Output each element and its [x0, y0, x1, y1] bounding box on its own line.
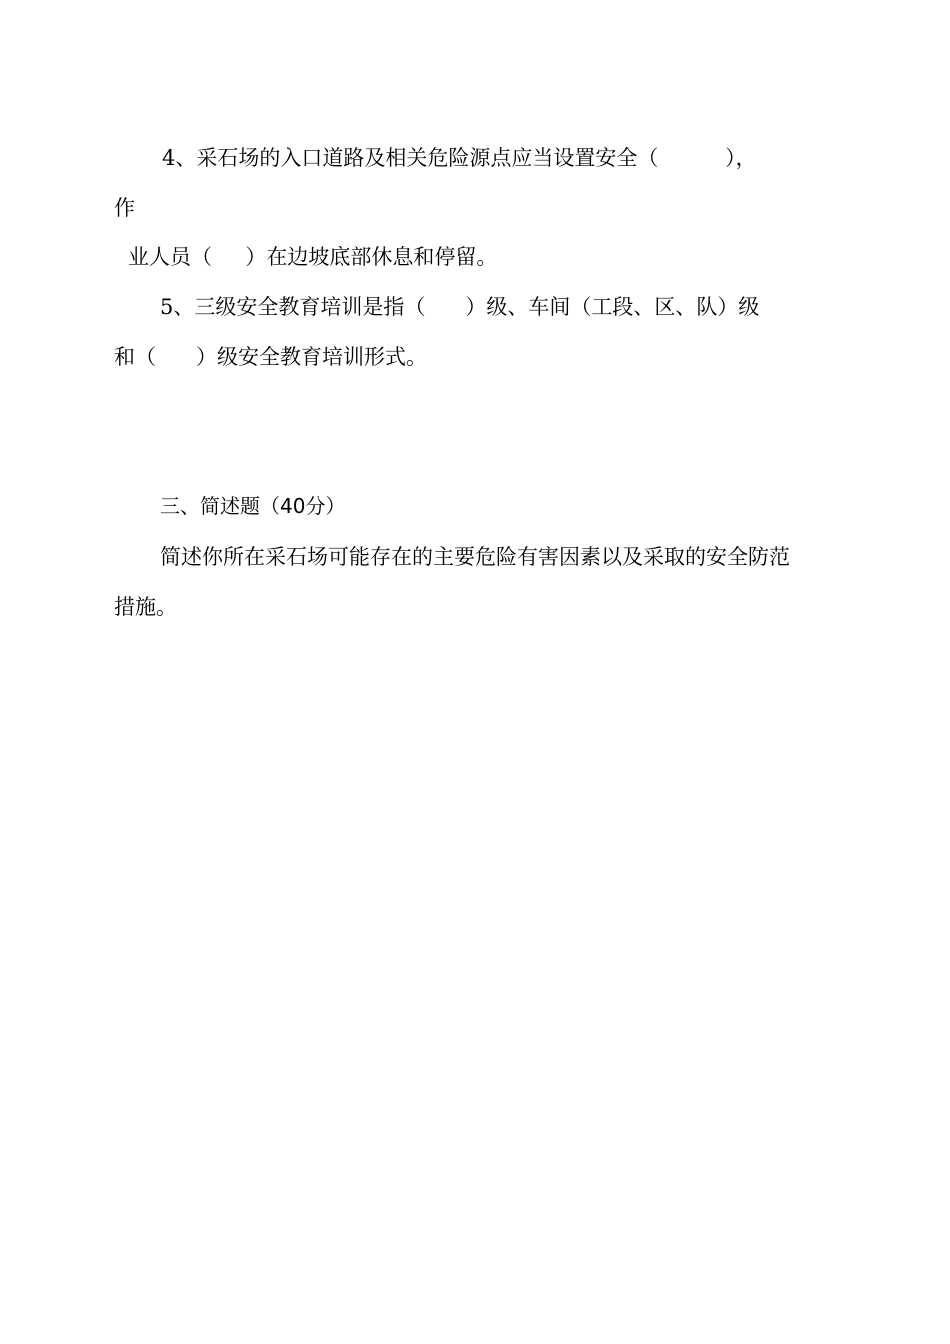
- question-4-line-1: 4、采石场的入口道路及相关危险源点应当设置安全（ ），: [162, 146, 757, 170]
- question-4-line-2: 作: [114, 196, 135, 220]
- question-5-line-1: 5、三级安全教育培训是指（ ）级、车间（工段、区、队）级: [160, 295, 760, 319]
- section-3-heading: 三、简述题（40分）: [160, 494, 346, 518]
- question-5-line-2: 和（ ）级安全教育培训形式。: [114, 345, 428, 369]
- question-4-line-3: 业人员（ ）在边坡底部休息和停留。: [128, 245, 498, 269]
- section-3-question-line-1: 简述你所在采石场可能存在的主要危险有害因素以及采取的安全防范: [160, 545, 790, 569]
- section-3-question-line-2: 措施。: [114, 595, 177, 619]
